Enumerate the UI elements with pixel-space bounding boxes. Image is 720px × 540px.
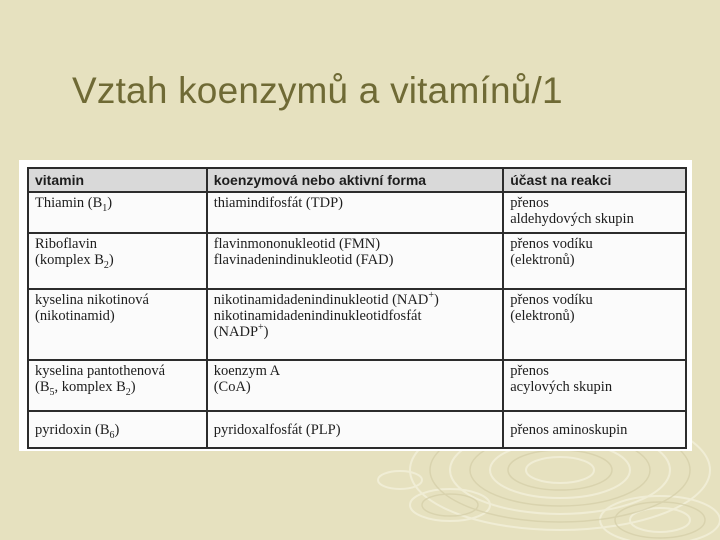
cell-reaction-role [503, 289, 686, 360]
cell-coenzyme-form [207, 289, 504, 360]
column-header-vitamin: vitamin [28, 168, 207, 192]
vitamin-name: kyselina pantothenová [35, 362, 166, 379]
coenzyme-form: nikotinamidadenindinukleotidfosfát [213, 307, 422, 324]
cell-reaction-role [503, 233, 686, 289]
vitamin-name: ($B_5$, komplex $B_2$) [35, 378, 136, 398]
reaction-role: (elektronů) [510, 307, 575, 324]
vitamin-name: pyridoxin $(B_6)$ [35, 421, 120, 441]
coenzyme-form: (NADP+) [213, 321, 269, 340]
coenzyme-form: flavinmononukleotid (FMN) [213, 235, 381, 252]
coenzyme-form: thiamindifosfát (TDP) [213, 195, 343, 211]
table-row [28, 233, 686, 289]
vitamin-coenzyme-table [27, 167, 687, 449]
cell-coenzyme-form [207, 411, 504, 448]
coenzyme-form: koenzym A [213, 362, 281, 379]
table-row [28, 360, 686, 412]
vitamin-name: (komplex $B_2$) [35, 251, 114, 271]
reaction-role: přenos [510, 362, 549, 379]
vitamin-name: (nikotinamid) [35, 307, 115, 324]
vitamin-name: Thiamin $(B_1)$ [35, 195, 113, 214]
cell-vitamin [28, 289, 207, 360]
reaction-role: přenos vodíku [510, 235, 593, 252]
coenzyme-form: nikotinamidadenindinukleotid (NAD+) [213, 289, 439, 308]
reaction-role: (elektronů) [510, 251, 575, 268]
cell-coenzyme-form [207, 192, 504, 233]
cell-coenzyme-form [207, 360, 504, 412]
table-row [28, 411, 686, 448]
vitamin-name: kyselina nikotinová [35, 291, 149, 308]
slide-title: Vztah koenzymů a vitamínů/1 [72, 70, 563, 111]
cell-vitamin [28, 360, 207, 412]
vitamin-table-image [19, 160, 692, 451]
vitamin-name: Riboflavin [35, 235, 98, 252]
reaction-role: přenos [510, 195, 549, 211]
table-row [28, 192, 686, 233]
cell-vitamin [28, 192, 207, 233]
coenzyme-form: pyridoxalfosfát (PLP) [213, 421, 341, 438]
column-header-coenzyme-form: koenzymová nebo aktivní forma [207, 168, 504, 192]
cell-coenzyme-form [207, 233, 504, 289]
reaction-role: přenos vodíku [510, 291, 593, 308]
coenzyme-form: flavinadenindinukleotid (FAD) [213, 251, 394, 268]
table-header-row [28, 168, 686, 192]
cell-reaction-role [503, 411, 686, 448]
coenzyme-form: (CoA) [213, 378, 251, 395]
cell-reaction-role [503, 360, 686, 412]
cell-vitamin [28, 411, 207, 448]
table-row [28, 289, 686, 360]
cell-reaction-role [503, 192, 686, 233]
cell-vitamin [28, 233, 207, 289]
reaction-role: aldehydových skupin [510, 211, 634, 227]
column-header-reaction-role: účast na reakci [503, 168, 686, 192]
reaction-role: přenos aminoskupin [510, 421, 628, 438]
reaction-role: acylových skupin [510, 378, 613, 395]
